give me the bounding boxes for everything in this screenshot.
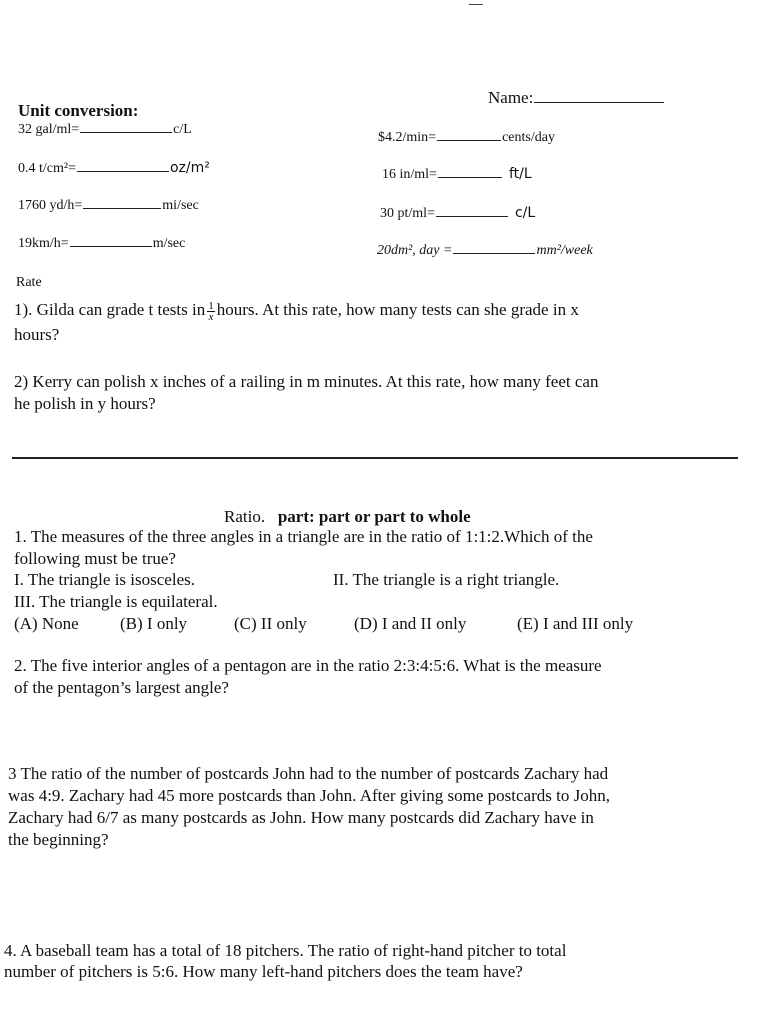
ratio-heading-a: Ratio.	[224, 507, 266, 526]
ratio-q1-option-3: III. The triangle is equilateral.	[14, 592, 218, 611]
conversion-given: 16 in/ml=	[382, 167, 437, 182]
conversion-given: 0.4 t/cm²=	[18, 161, 76, 176]
ratio-q3-line-3: Zachary had 6/7 as many postcards as John. How many postcards did Zachary have in	[8, 808, 594, 827]
conversion-unit: oz/m²	[169, 160, 210, 176]
conversion-unit: m/sec	[152, 236, 186, 251]
answer-choice-e[interactable]: (E) I and III only	[517, 614, 634, 633]
ratio-q3-line-2: was 4:9. Zachary had 45 more postcards than John. After giving some postcards to John,	[8, 786, 610, 805]
ratio-q4-line-1: 4. A baseball team has a total of 18 pitchers. The ratio of right-hand pitcher to total	[4, 941, 567, 960]
rate-q1-text-2: hours. At this rate, how many tests can she grade in x	[216, 300, 579, 319]
rate-question-2-line-1: 2) Kerry can polish x inches of a railing in m minutes. At this rate, how many feet can	[14, 372, 599, 391]
fraction-one-over-x	[207, 301, 215, 322]
ratio-q2-line-2: of the pentagon’s largest angle?	[14, 678, 229, 697]
conversion-unit: mi/sec	[162, 198, 199, 213]
answer-choice-a[interactable]: (A) None	[14, 614, 79, 633]
fraction-numerator: 1	[208, 299, 214, 312]
conversion-given: 19km/h=	[18, 236, 69, 251]
conversion-given: $4.2/min=	[378, 130, 437, 145]
rate-q1-text: 1). Gilda can grade t tests in	[14, 300, 206, 319]
answer-blank[interactable]	[80, 132, 172, 133]
conversion-given: 30 pt/ml=	[380, 206, 435, 221]
conversion-right-4	[377, 243, 593, 259]
conversion-right-3	[380, 205, 535, 222]
ratio-heading	[224, 507, 471, 527]
conversion-given: 20dm², day =	[377, 243, 453, 258]
answer-blank[interactable]	[436, 216, 508, 217]
conversion-right-1	[378, 130, 555, 146]
answer-blank[interactable]	[437, 140, 501, 141]
ratio-q2-line-1: 2. The five interior angles of a pentagon are in the ratio 2:3:4:5:6. What is the measure	[14, 656, 602, 675]
unit-conversion-title: Unit conversion:	[18, 101, 139, 120]
conversion-unit: c/L	[514, 205, 536, 221]
ratio-heading-b: part: part or part to whole	[277, 507, 471, 526]
conversion-given: 32 gal/ml=	[18, 122, 80, 137]
conversion-unit: c/L	[173, 122, 192, 137]
conversion-left-3	[18, 198, 199, 214]
name-blank[interactable]	[534, 102, 664, 103]
rate-heading: Rate	[16, 275, 42, 290]
answer-blank[interactable]	[70, 246, 152, 247]
conversion-left-4	[18, 236, 185, 252]
ratio-q1-option-1: I. The triangle is isosceles.	[14, 570, 195, 589]
ratio-q3-line-1: 3 The ratio of the number of postcards John had to the number of postcards Zachary had	[8, 764, 609, 783]
ratio-q1-option-2: II. The triangle is a right triangle.	[333, 570, 560, 589]
conversion-unit: mm²/week	[536, 243, 593, 258]
conversion-right-2	[382, 166, 532, 183]
conversion-unit: ft/L	[508, 166, 532, 182]
ratio-q1-line-2: following must be true?	[14, 549, 176, 568]
answer-blank[interactable]	[83, 208, 161, 209]
rate-question-2-line-2: he polish in y hours?	[14, 394, 156, 413]
scan-mark	[469, 0, 486, 5]
ratio-q1-line-1: 1. The measures of the three angles in a triangle are in the ratio of 1:1:2.Which of the	[14, 527, 593, 546]
conversion-left-2	[18, 160, 210, 177]
answer-choice-b[interactable]: (B) I only	[120, 614, 188, 633]
conversion-unit: cents/day	[502, 130, 555, 145]
answer-blank[interactable]	[438, 177, 502, 178]
answer-choice-d[interactable]: (D) I and II only	[354, 614, 467, 633]
answer-choice-c[interactable]: (C) II only	[234, 614, 307, 633]
name-field[interactable]	[488, 88, 665, 108]
rate-question-1-line-2: hours?	[14, 325, 60, 344]
ratio-q3-line-4: the beginning?	[8, 830, 109, 849]
rate-question-1	[14, 300, 579, 322]
name-label: Name:	[488, 88, 534, 107]
ratio-q4-line-2: number of pitchers is 5:6. How many left-hand pitchers does the team have?	[4, 962, 523, 981]
conversion-given: 1760 yd/h=	[18, 198, 83, 213]
answer-blank[interactable]	[77, 171, 169, 172]
conversion-left-1	[18, 122, 192, 138]
fraction-denominator: x	[208, 310, 214, 323]
answer-blank[interactable]	[453, 253, 535, 254]
section-divider	[12, 457, 738, 459]
